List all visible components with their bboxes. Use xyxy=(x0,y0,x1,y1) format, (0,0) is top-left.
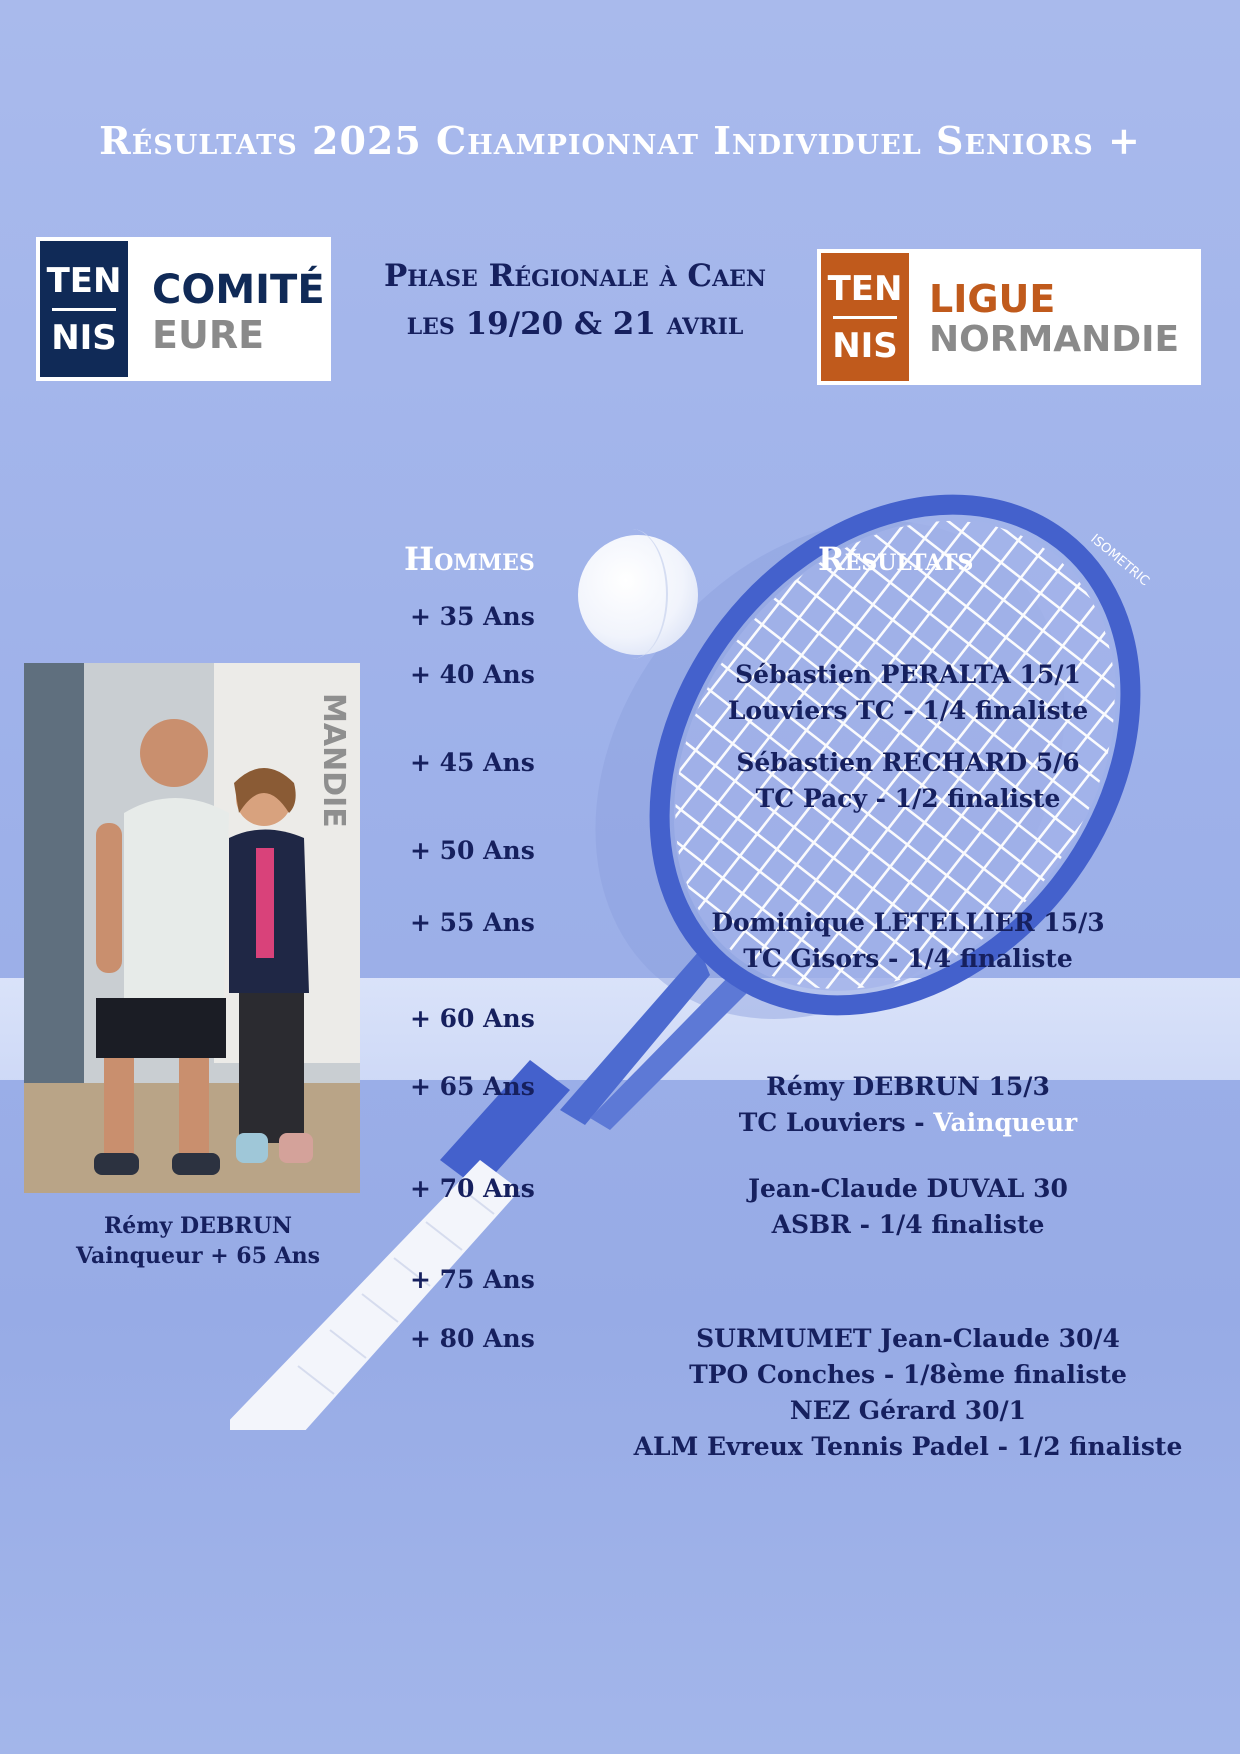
phase-info xyxy=(338,252,812,348)
ligue-logo-line1: LIGUE xyxy=(929,277,1056,321)
comite-logo-line1: COMITÉ xyxy=(152,267,325,313)
photo-caption xyxy=(40,1211,356,1271)
result-45 xyxy=(584,745,1232,817)
result-line: TC Gisors - 1/4 finaliste xyxy=(743,944,1073,973)
comite-logo-line2: EURE xyxy=(152,313,265,357)
comite-eure-logo xyxy=(36,237,331,381)
winner-label: Vainqueur xyxy=(933,1108,1078,1137)
result-line: Sébastien RECHARD 5/6 xyxy=(736,748,1080,777)
column-header-hommes: Hommes xyxy=(404,540,535,578)
category-75: + 75 Ans xyxy=(410,1265,535,1294)
ligue-logo-line2: NORMANDIE xyxy=(929,319,1180,360)
result-70 xyxy=(584,1171,1232,1243)
photo-banner-text: MANDIE xyxy=(316,693,351,828)
caption-name: Rémy DEBRUN xyxy=(103,1213,293,1239)
result-40 xyxy=(584,657,1232,729)
column-header-resultats: Résultats xyxy=(818,540,974,578)
result-55 xyxy=(584,905,1232,977)
result-line: Rémy DEBRUN 15/3 xyxy=(766,1072,1050,1101)
category-35: + 35 Ans xyxy=(410,602,535,631)
result-line: TPO Conches - 1/8ème finaliste xyxy=(689,1360,1127,1389)
caption-title: Vainqueur + 65 Ans xyxy=(75,1243,321,1269)
category-55: + 55 Ans xyxy=(410,908,535,937)
tennis-ball xyxy=(578,535,698,655)
racket-brand-text: ISOMETRIC xyxy=(1087,531,1152,590)
comite-tile-top: TEN xyxy=(46,260,122,301)
phase-line1: Phase Régionale à Caen xyxy=(383,258,767,294)
phase-line2: les 19/20 & 21 avril xyxy=(406,306,744,342)
result-line: TC Pacy - 1/2 finaliste xyxy=(755,784,1061,813)
category-80: + 80 Ans xyxy=(410,1324,535,1353)
category-70: + 70 Ans xyxy=(410,1174,535,1203)
result-line: Sébastien PERALTA 15/1 xyxy=(735,660,1081,689)
page-title: Résultats 2025 Championnat Individuel Seniors + xyxy=(99,118,1141,163)
category-65: + 65 Ans xyxy=(410,1072,535,1101)
ligue-logo-tile xyxy=(821,253,909,381)
result-line: Dominique LETELLIER 15/3 xyxy=(711,908,1105,937)
result-65 xyxy=(584,1069,1232,1141)
comite-tile-bottom: NIS xyxy=(51,317,117,358)
result-line: Louviers TC - 1/4 finaliste xyxy=(727,696,1089,725)
result-line: ASBR - 1/4 finaliste xyxy=(771,1210,1045,1239)
ligue-tile-bottom: NIS xyxy=(832,325,898,366)
photo-illustration xyxy=(24,663,360,1193)
result-club: TC Louviers - xyxy=(738,1108,934,1137)
category-60: + 60 Ans xyxy=(410,1004,535,1033)
result-line: Jean-Claude DUVAL 30 xyxy=(748,1174,1068,1203)
result-line: NEZ Gérard 30/1 xyxy=(789,1396,1027,1425)
comite-logo-tile xyxy=(40,241,128,377)
category-40: + 40 Ans xyxy=(410,660,535,689)
ligue-tile-top: TEN xyxy=(827,268,903,309)
winner-photo xyxy=(24,663,360,1193)
result-line: SURMUMET Jean-Claude 30/4 xyxy=(696,1324,1120,1353)
category-45: + 45 Ans xyxy=(410,748,535,777)
result-line-club xyxy=(584,1105,1232,1141)
category-50: + 50 Ans xyxy=(410,836,535,865)
result-line: ALM Evreux Tennis Padel - 1/2 finaliste xyxy=(633,1432,1183,1461)
ligue-normandie-logo xyxy=(817,249,1201,385)
result-80 xyxy=(584,1321,1232,1465)
